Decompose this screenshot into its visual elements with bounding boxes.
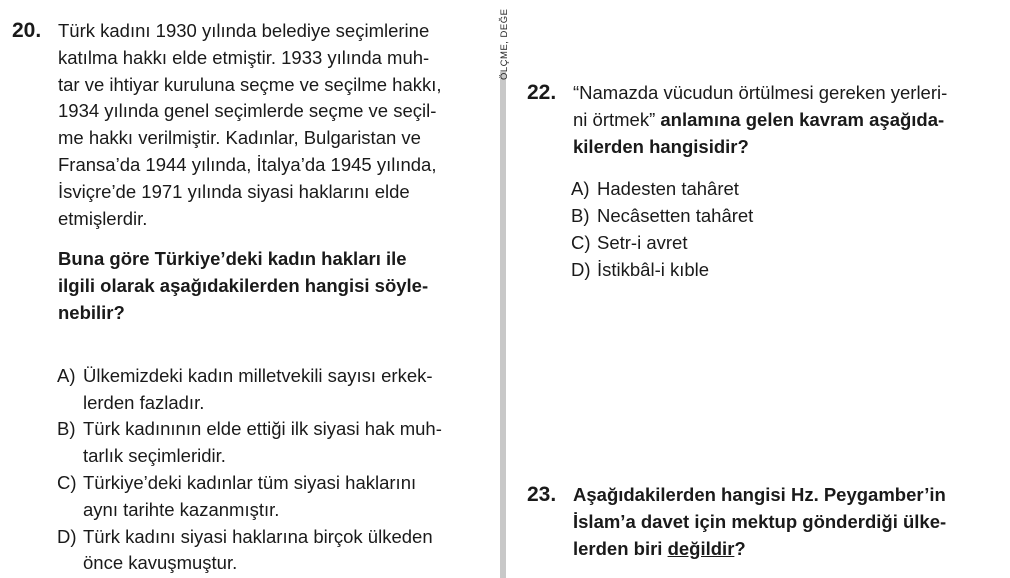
- stem-prompt: anlamına gelen kavram aşağıda-: [655, 108, 945, 130]
- prompt-line: nebilir?: [58, 301, 125, 323]
- stem-line: Türk kadını 1930 yılında belediye seçimlerine: [58, 20, 430, 41]
- option-text: Türkiye’deki kadınlar tüm siyasi haklarını: [83, 471, 417, 493]
- option-text: Türk kadınının elde ettiği ilk siyasi hak muh-: [83, 418, 442, 440]
- option-text: aynı tarihte kazanmıştır.: [83, 498, 280, 520]
- stem-line: Fransa’da 1944 yılında, İtalya’da 1945 yılında,: [58, 153, 437, 175]
- answer-options: [12, 363, 492, 577]
- stem-text: lerden biri: [573, 537, 668, 559]
- option-label: D): [57, 525, 77, 547]
- stem-line: İslam’a davet için mektup gönderdiği ülke-: [573, 510, 947, 532]
- option-label: D): [571, 258, 591, 280]
- option-text: Setr-i avret: [597, 231, 688, 253]
- stem-line: etmişlerdir.: [58, 207, 148, 229]
- side-margin-label: ÖLÇME, DEĞE: [499, 8, 510, 80]
- option-text: önce kavuşmuştur.: [83, 552, 238, 574]
- option-text: Hadesten tahâret: [597, 178, 739, 200]
- option-a[interactable]: [527, 176, 1005, 203]
- stem-line: “Namazda vücudun örtülmesi gereken yerleri-: [573, 82, 948, 103]
- answer-options: [527, 176, 1005, 283]
- prompt-line: ilgili olarak aşağıdakilerden hangisi söyle-: [58, 275, 429, 297]
- column-divider: [500, 72, 506, 578]
- option-c[interactable]: [527, 230, 1005, 257]
- stem-line: [573, 107, 1005, 134]
- option-label: C): [571, 231, 591, 253]
- question-number: 23.: [527, 483, 557, 506]
- stem-line: Aşağıdakilerden hangisi Hz. Peygamber’in: [573, 484, 946, 505]
- option-c[interactable]: [12, 470, 492, 524]
- option-text: Ülkemizdeki kadın milletvekili sayısı erkek-: [83, 364, 433, 386]
- option-text: Necâsetten tahâret: [597, 205, 754, 227]
- stem-line: me hakkı verilmiştir. Kadınlar, Bulgaristan ve: [58, 127, 421, 149]
- option-b[interactable]: [12, 416, 492, 470]
- question-stem: [58, 18, 492, 232]
- option-d[interactable]: [527, 257, 1005, 284]
- option-label: B): [57, 418, 76, 440]
- stem-quote-end: ni örtmek”: [573, 108, 656, 130]
- question-22: [527, 80, 1005, 284]
- option-text: İstikbâl-i kıble: [597, 258, 710, 280]
- question-number: 20.: [12, 19, 42, 42]
- option-label: B): [571, 205, 590, 227]
- option-d[interactable]: [12, 524, 492, 578]
- stem-line: 1934 yılında genel seçimlerde seçme ve seçil-: [58, 100, 437, 122]
- stem-line: [573, 536, 1005, 563]
- stem-prompt: kilerden hangisidir?: [573, 135, 749, 157]
- option-text: tarlık seçimleridir.: [83, 445, 226, 467]
- stem-line: katılma hakkı elde etmiştir. 1933 yılında muh-: [58, 46, 430, 68]
- stem-line: tar ve ihtiyar kuruluna seçme ve seçilme hakkı,: [58, 73, 442, 95]
- option-text: lerden fazladır.: [83, 391, 205, 413]
- option-label: A): [571, 178, 590, 200]
- option-label: A): [57, 364, 76, 386]
- question-20: [12, 18, 492, 577]
- option-b[interactable]: [527, 203, 1005, 230]
- option-a[interactable]: [12, 363, 492, 417]
- question-number: 22.: [527, 81, 557, 104]
- stem-line: İsviçre’de 1971 yılında siyasi haklarını elde: [58, 180, 410, 202]
- question-prompt: [58, 246, 492, 326]
- prompt-line: Buna göre Türkiye’deki kadın hakları ile: [58, 248, 407, 270]
- option-text: Türk kadını siyasi haklarına birçok ülkeden: [83, 525, 433, 547]
- stem-text: ?: [734, 537, 746, 559]
- option-label: C): [57, 471, 77, 493]
- question-23: [527, 482, 1005, 562]
- negation-emphasis: değildir: [667, 537, 735, 559]
